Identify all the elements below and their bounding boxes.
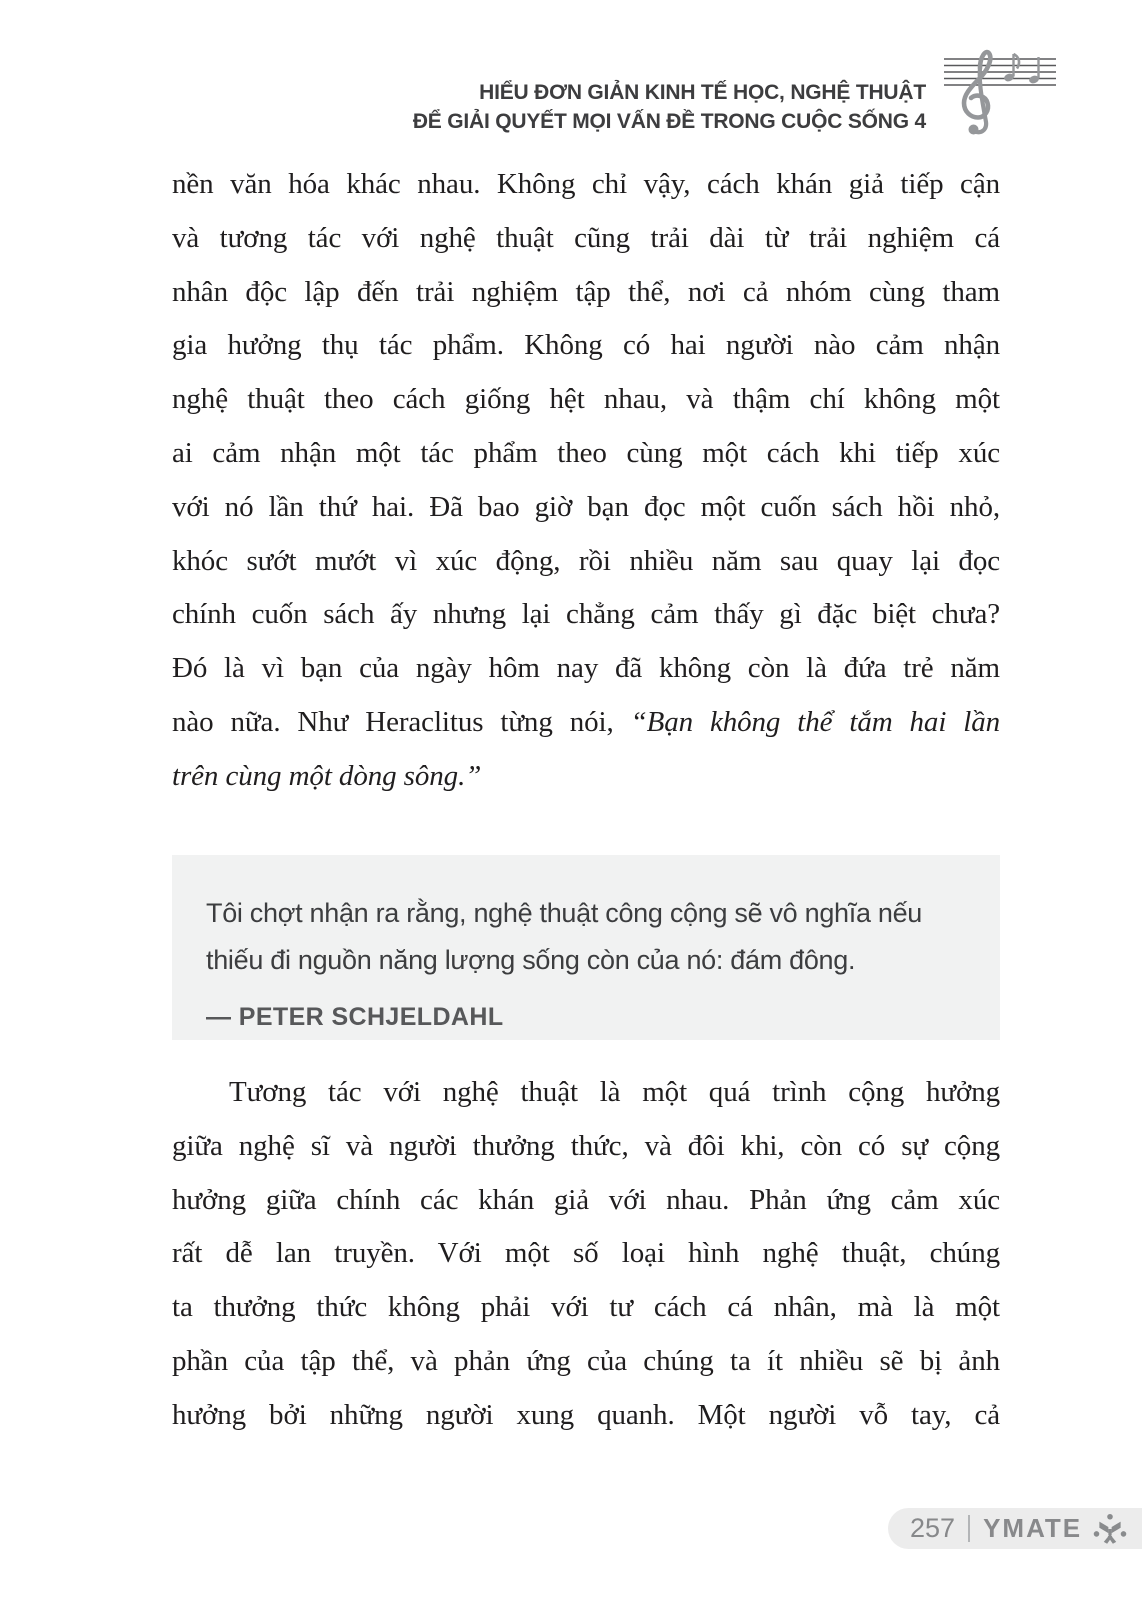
text-line: rất dễ lan truyền. Với một số loại hình nghệ thuật, chúng [172,1237,1000,1270]
text-line: chính cuốn sách ấy nhưng lại chẳng cảm thấy gì đặc biệt chưa? [172,598,1000,631]
text-line: ai cảm nhận một tác phẩm theo cùng một cách khi tiếp xúc [172,436,1000,469]
text-line: nghệ thuật theo cách giống hệt nhau, và thậm chí không một [172,383,1000,416]
text-line: và tương tác với nghệ thuật cũng trải dài từ trải nghiệm cá [172,221,1000,254]
page-number: 257 [910,1513,956,1543]
pull-quote-text [206,890,982,984]
music-staff-treble-clef-icon [942,44,1058,145]
body-paragraph-2 [172,1066,1000,1443]
quote-line: thiếu đi nguồn năng lượng sống còn của nó: đám đông. [206,945,856,975]
text-line: trên cùng một dòng sông.” [172,759,482,792]
text-line: phần của tập thể, và phản ứng của chúng ta ít nhiều sẽ bị ảnh [172,1344,1000,1377]
pull-quote-box [172,855,1000,1040]
publisher-brand: YMATE [983,1513,1083,1543]
text-line: nền văn hóa khác nhau. Không chỉ vậy, cách khán giả tiếp cận [172,168,1000,200]
text-line: Tương tác với nghệ thuật là một quá trình cộng hưởng [229,1076,1000,1108]
body-paragraph-1 [172,158,1000,804]
text-line: hưởng bởi những người xung quanh. Một người vỗ tay, cả [172,1398,1000,1431]
footer-divider [968,1515,970,1542]
text-line: giữa nghệ sĩ và người thưởng thức, và đôi khi, còn có sự cộng [172,1129,1000,1162]
text-line: hưởng giữa chính các khán giả với nhau. Phản ứng cảm xúc [172,1183,1000,1216]
text-line: nào nữa. Như Heraclitus từng nói, “Bạn không thể tắm hai lần [172,705,1000,738]
running-header-line1: HIỂU ĐƠN GIẢN KINH TẾ HỌC, NGHỆ THUẬT [479,81,926,104]
text-line: nhân độc lập đến trải nghiệm tập thể, nơi cả nhóm cùng tham [172,275,1000,308]
text-line: Đó là vì bạn của ngày hôm nay đã không còn là đứa trẻ năm [172,652,1000,685]
quote-line: Tôi chợt nhận ra rằng, nghệ thuật công cộng sẽ vô nghĩa nếu [206,898,923,928]
text-line: khóc sướt mướt vì xúc động, rồi nhiều năm sau quay lại đọc [172,544,1000,577]
text-line: ta thưởng thức không phải với tư cách cá nhân, mà là một [172,1291,1000,1324]
running-header [413,78,926,136]
footer-page-badge [888,1508,1142,1549]
ymate-logo-icon [1092,1512,1128,1546]
pull-quote-attribution: — PETER SCHJELDAHL [206,1003,504,1031]
text-line: gia hưởng thụ tác phẩm. Không có hai người nào cảm nhận [172,329,1000,362]
text-line: với nó lần thứ hai. Đã bao giờ bạn đọc một cuốn sách hồi nhỏ, [172,490,1000,523]
running-header-line2: ĐỂ GIẢI QUYẾT MỌI VẤN ĐỀ TRONG CUỘC SỐNG 4 [412,110,926,133]
